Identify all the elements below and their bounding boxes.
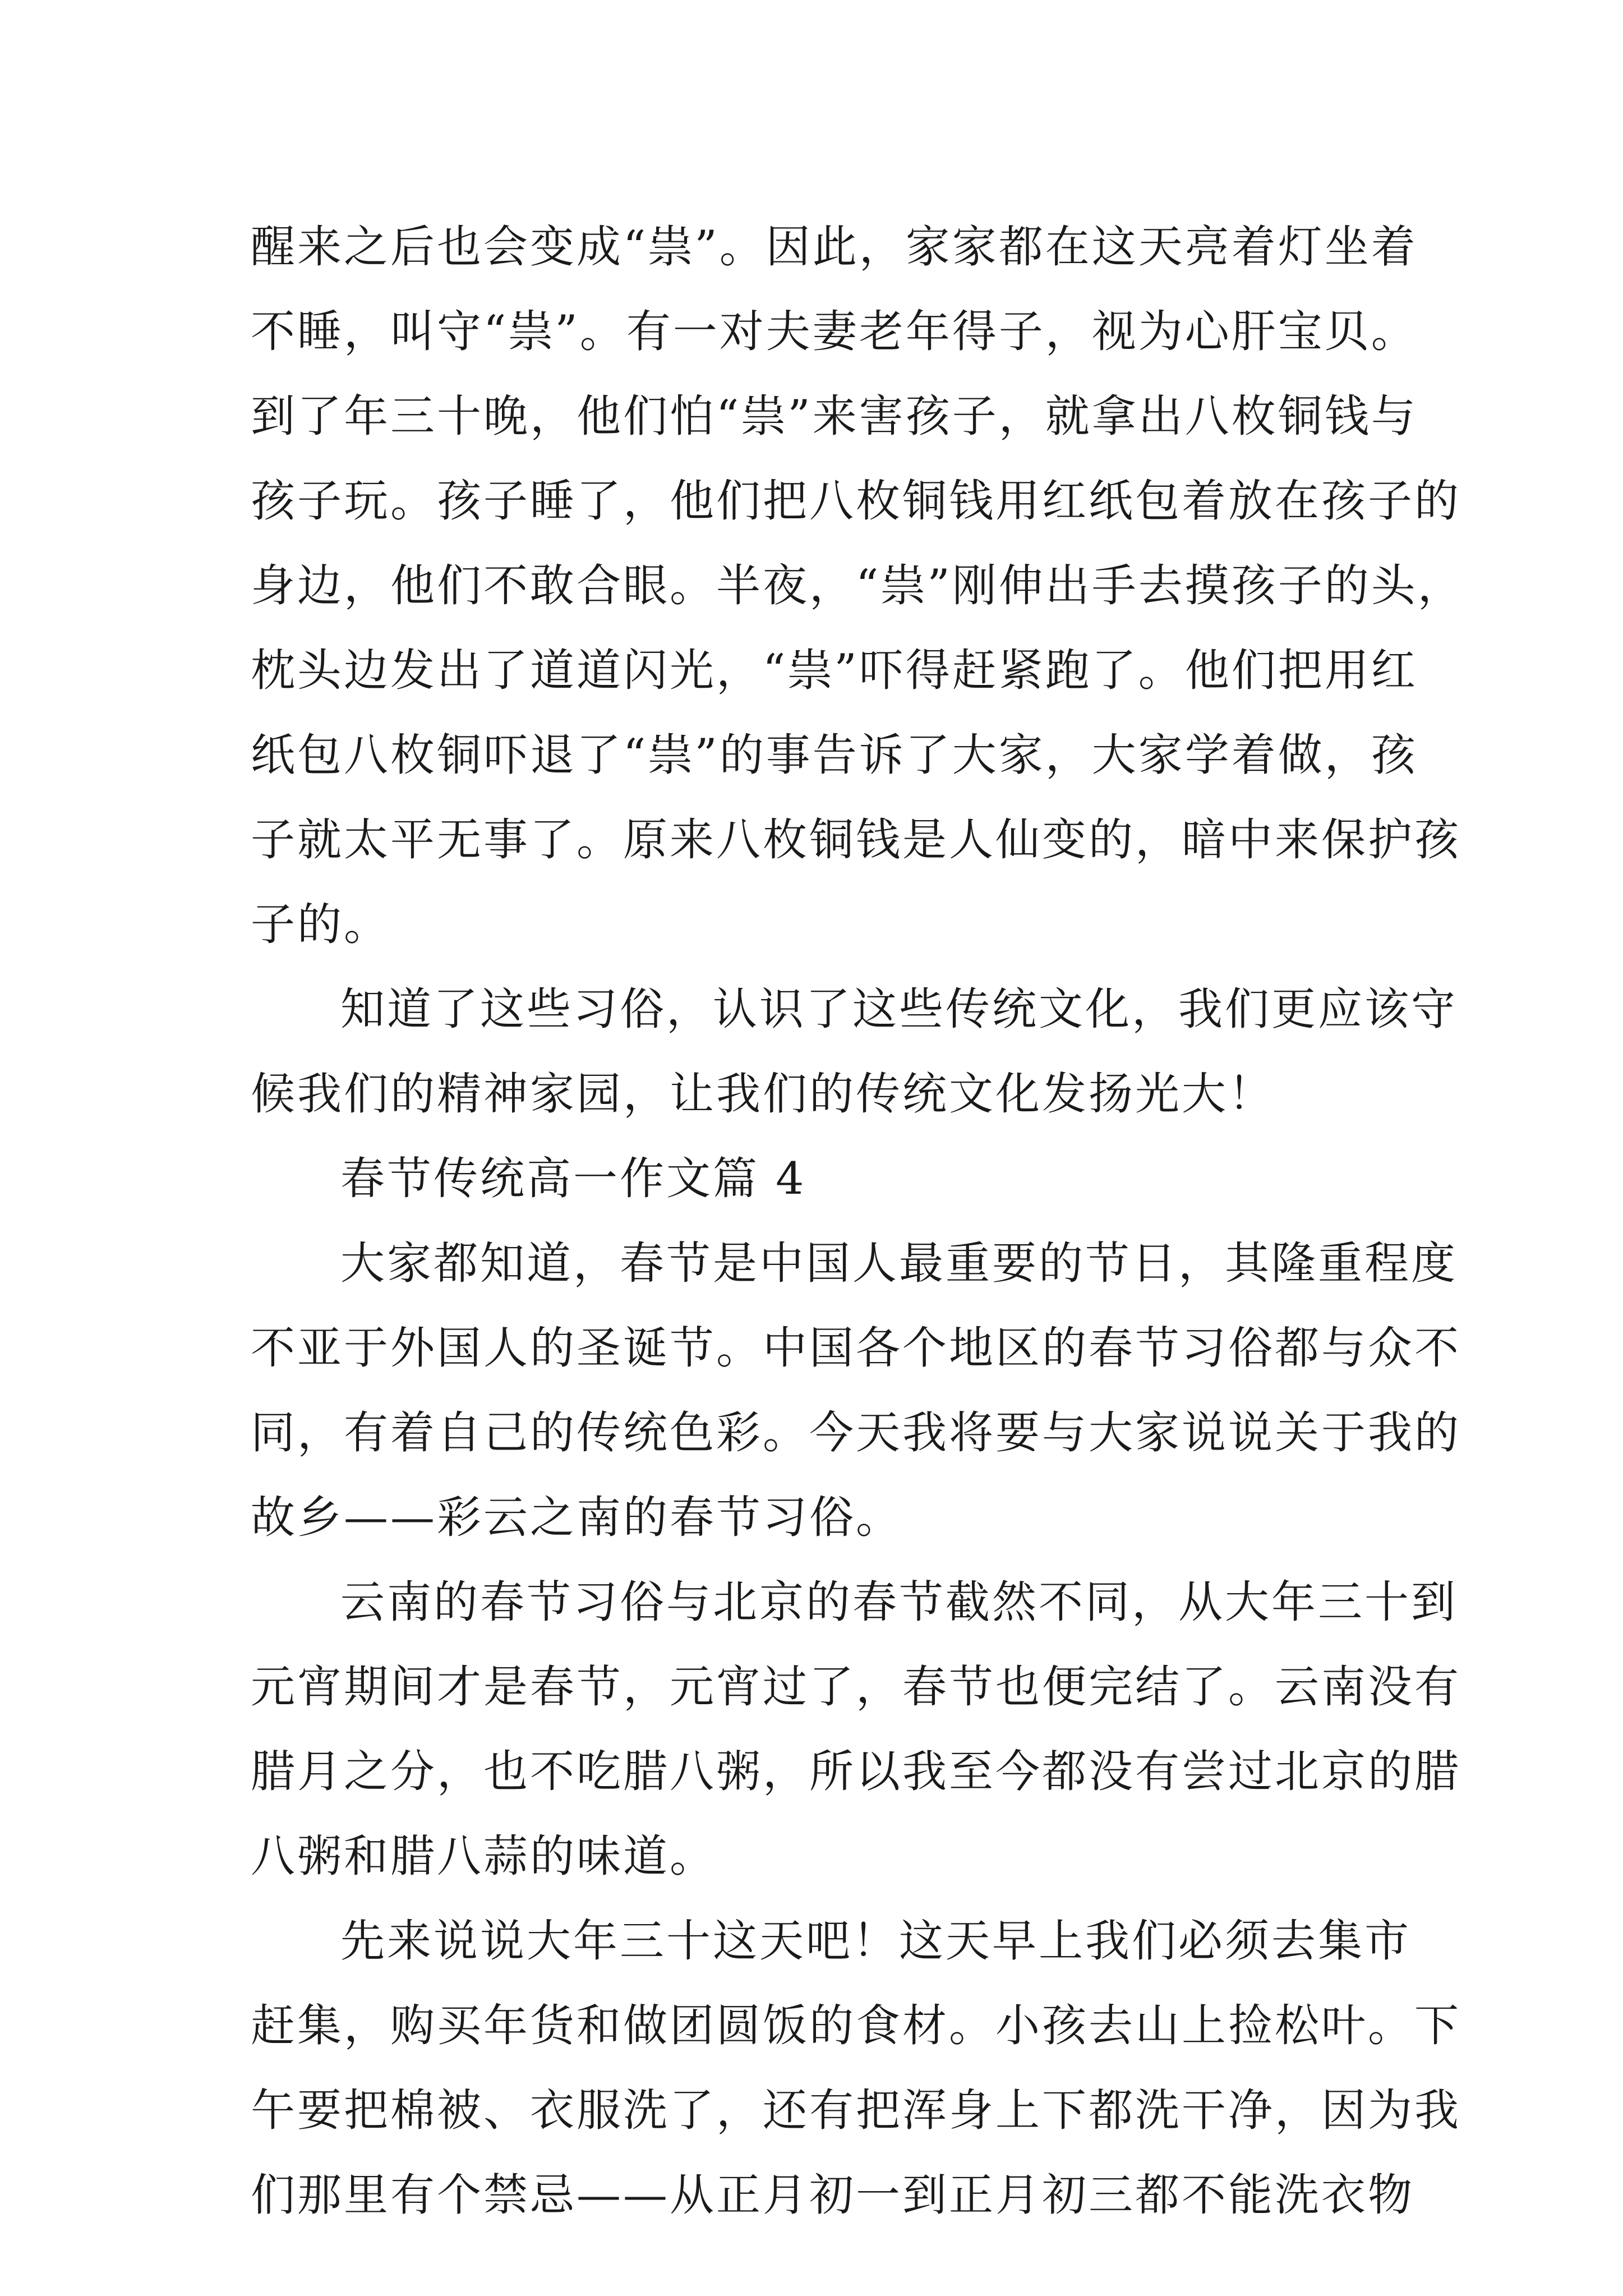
text-line: 八粥和腊八蒜的味道。 xyxy=(251,1830,716,1882)
text-line: 候我们的精神家园，让我们的传统文化发扬光大！ xyxy=(251,1068,1275,1120)
text-line: 不亚于外国人的圣诞节。中国各个地区的春节习俗都与众不 xyxy=(251,1322,1461,1374)
text-line: 腊月之分，也不吃腊八粥，所以我至今都没有尝过北京的腊 xyxy=(251,1746,1461,1797)
text-line: 醒来之后也会变成“祟”。因此，家家都在这天亮着灯坐着 xyxy=(251,221,1418,273)
text-line: 不睡，叫守“祟”。有一对夫妻老年得子，视为心肝宝贝。 xyxy=(251,306,1418,357)
text-line: 午要把棉被、衣服洗了，还有把浑身上下都洗干净，因为我 xyxy=(251,2085,1461,2136)
paragraph-start-line: 知道了这些习俗，认识了这些传统文化，我们更应该守 xyxy=(340,983,1458,1035)
text-line: 枕头边发出了道道闪光，“祟”吓得赶紧跑了。他们把用红 xyxy=(251,645,1418,696)
text-line: 孩子玩。孩子睡了，他们把八枚铜钱用红纸包着放在孩子的 xyxy=(251,475,1461,527)
text-line: 身边，他们不敢合眼。半夜，“祟”刚伸出手去摸孩子的头， xyxy=(251,560,1464,611)
document-body xyxy=(251,205,1464,2238)
paragraph-start-line: 云南的春节习俗与北京的春节截然不同，从大年三十到 xyxy=(340,1576,1458,1628)
text-line: 故乡——彩云之南的春节习俗。 xyxy=(251,1492,902,1543)
paragraph-start-line: 大家都知道，春节是中国人最重要的节日，其隆重程度 xyxy=(340,1237,1458,1289)
section-heading: 春节传统高一作文篇 4 xyxy=(340,1153,806,1204)
text-line: 子的。 xyxy=(251,899,390,950)
text-line: 赶集，购买年货和做团圆饭的食材。小孩去山上捡松叶。下 xyxy=(251,2000,1461,2051)
text-line: 同，有着自己的传统色彩。今天我将要与大家说说关于我的 xyxy=(251,1407,1461,1458)
text-line: 纸包八枚铜吓退了“祟”的事告诉了大家，大家学着做，孩 xyxy=(251,729,1418,781)
text-line: 们那里有个禁忌——从正月初一到正月初三都不能洗衣物 xyxy=(251,2169,1414,2221)
text-line: 到了年三十晚，他们怕“祟”来害孩子，就拿出八枚铜钱与 xyxy=(251,390,1418,442)
text-line: 元宵期间才是春节，元宵过了，春节也便完结了。云南没有 xyxy=(251,1661,1461,1713)
text-line: 子就太平无事了。原来八枚铜钱是人仙变的，暗中来保护孩 xyxy=(251,814,1461,866)
paragraph-start-line: 先来说说大年三十这天吧！这天早上我们必须去集市 xyxy=(340,1915,1411,1967)
